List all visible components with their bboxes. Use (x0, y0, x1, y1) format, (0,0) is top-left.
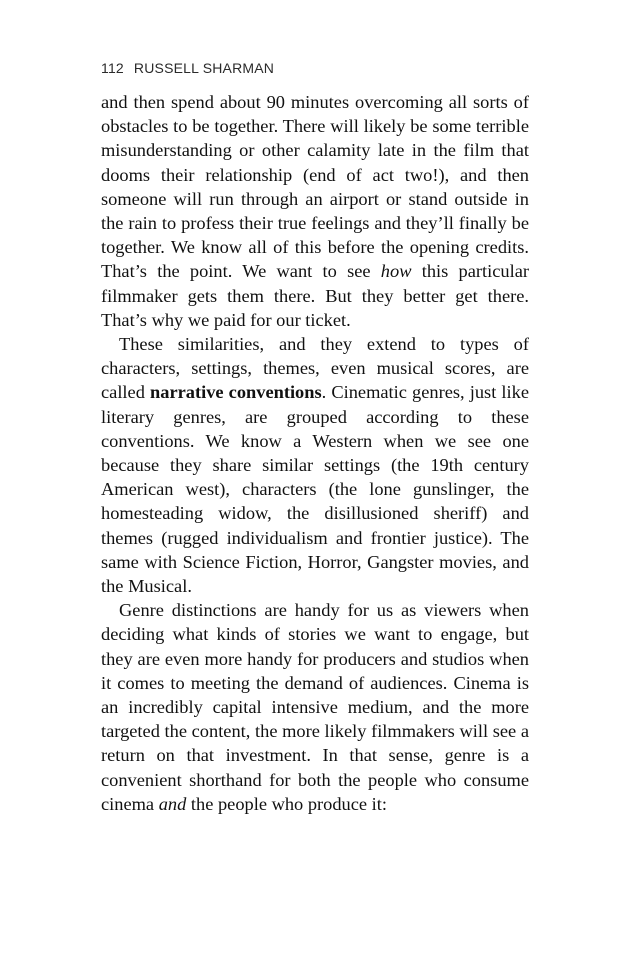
paragraph-2 (101, 332, 529, 598)
paragraph-1-text: and then spend about 90 minutes overcoming all sorts of obstacles to be together. There will likely be some terrible misunderstanding or other calamity late in the film that dooms their relationship (end of act two!), and then someone will run through an airport or stand outside in the rain to profess their true feelings and they’ll finally be together. We know all of this before the opening credits. That’s the point. We want to see (101, 92, 529, 282)
author-name: RUSSELL SHARMAN (133, 60, 275, 76)
paragraph-1-tail: this particular filmmaker gets them there. But they better get there. That’s why we paid for our ticket. (101, 261, 529, 330)
running-head (101, 60, 274, 76)
paragraph-3 (101, 598, 529, 816)
paragraph-2-term: narrative conventions (150, 382, 322, 403)
body-text (101, 90, 529, 816)
paragraph-3-text: Genre distinctions are handy for us as viewers when deciding what kinds of stories we want to engage, but they are even more handy for producers and studios when it comes to meeting the demand of audiences. Cinema is an incredibly capital intensive medium, and the more targeted the content, the more likely filmmakers will see a return on that investment. In that sense, genre is a convenient shorthand for both the people who consume cinema (101, 600, 529, 814)
paragraph-1 (101, 90, 529, 332)
page-number: 112 (101, 60, 124, 76)
paragraph-2-tail: . Cinematic genres, just like literary genres, are grouped according to these conventions. We know a Western when we see one because they share similar settings (the 19th century American west), characters (the lone gunslinger, the homesteading widow, the disillusioned sheriff) and themes (rugged individualism and frontier justice). The same with Science Fiction, Horror, Gangster movies, and the Musical. (101, 382, 530, 597)
paragraph-2-text: These similarities, and they extend to types of characters, settings, themes, even musical scores, are called (101, 334, 529, 403)
paragraph-3-tail: the people who produce it: (186, 793, 388, 814)
paragraph-3-emphasis: and (158, 793, 187, 814)
paragraph-1-emphasis: how (380, 261, 412, 282)
